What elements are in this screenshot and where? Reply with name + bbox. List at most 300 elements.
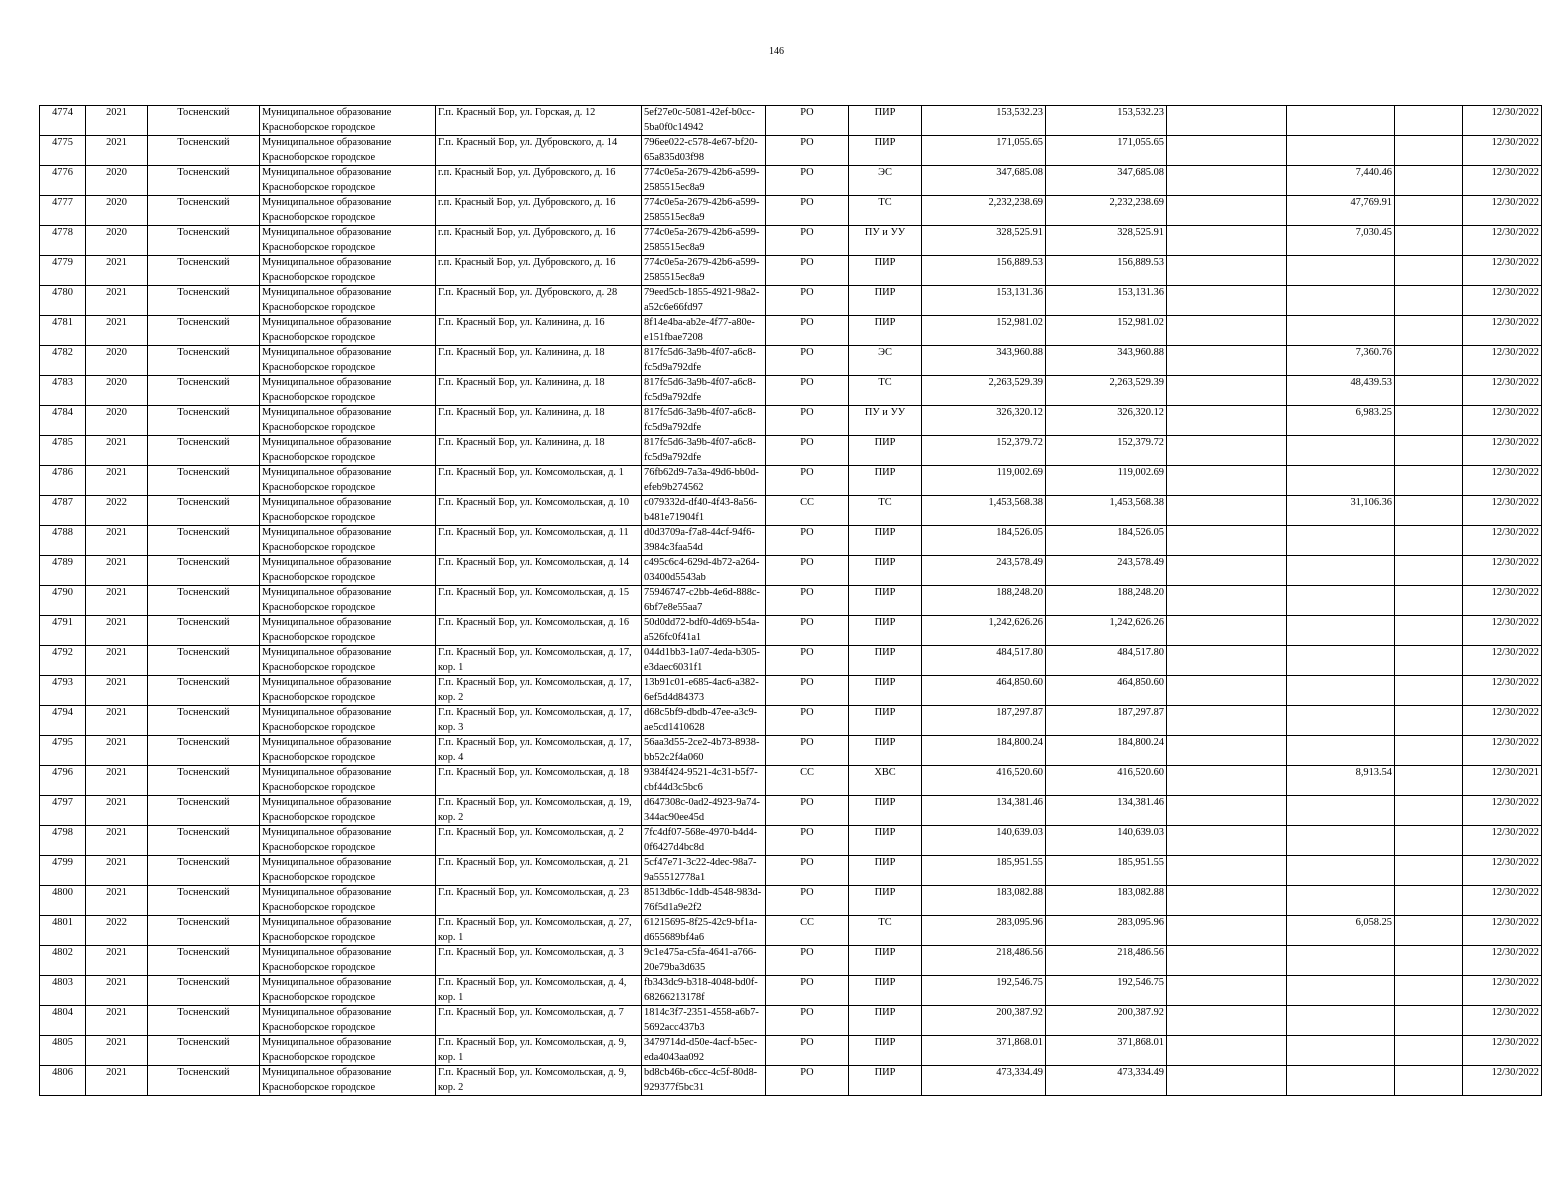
table-row [40, 796, 1542, 826]
year-cell: 2021 [86, 1066, 148, 1096]
address-cell: Г.п. Красный Бор, ул. Комсомольская, д. 14 [436, 556, 642, 586]
work-type-cell: ПИР [849, 256, 922, 286]
cost-cell: 140,639.03 [922, 826, 1046, 856]
extra-2-cell [1287, 136, 1395, 166]
extra-2-cell [1287, 586, 1395, 616]
year-cell: 2021 [86, 466, 148, 496]
year-cell: 2022 [86, 496, 148, 526]
municipality-cell: Муниципальное образование Красноборское городское [260, 496, 436, 526]
table-row [40, 496, 1542, 526]
district-cell: Тосненский [148, 766, 260, 796]
table-row [40, 556, 1542, 586]
year-cell: 2021 [86, 436, 148, 466]
row-number-cell: 4803 [40, 976, 86, 1006]
table-row [40, 646, 1542, 676]
address-cell: Г.п. Красный Бор, ул. Комсомольская, д. 17, кор. 1 [436, 646, 642, 676]
address-cell: Г.п. Красный Бор, ул. Комсомольская, д. 4, кор. 1 [436, 976, 642, 1006]
cost-total-cell: 484,517.80 [1046, 646, 1167, 676]
year-cell: 2020 [86, 226, 148, 256]
house-guid-cell: 3479714d-d50e-4acf-b5ec-eda4043aa092 [642, 1036, 766, 1066]
municipality-cell: Муниципальное образование Красноборское городское [260, 256, 436, 286]
house-guid-cell: d68c5bf9-dbdb-47ee-a3c9-ae5cd1410628 [642, 706, 766, 736]
source-code-cell: РО [766, 556, 849, 586]
cost-total-cell: 134,381.46 [1046, 796, 1167, 826]
work-type-cell: ПИР [849, 286, 922, 316]
cost-cell: 218,486.56 [922, 946, 1046, 976]
year-cell: 2020 [86, 166, 148, 196]
year-cell: 2021 [86, 856, 148, 886]
district-cell: Тосненский [148, 1066, 260, 1096]
row-number-cell: 4789 [40, 556, 86, 586]
row-number-cell: 4776 [40, 166, 86, 196]
cost-total-cell: 183,082.88 [1046, 886, 1167, 916]
year-cell: 2022 [86, 916, 148, 946]
municipality-cell: Муниципальное образование Красноборское городское [260, 616, 436, 646]
district-cell: Тосненский [148, 286, 260, 316]
work-type-cell: ПИР [849, 646, 922, 676]
address-cell: Г.п. Красный Бор, ул. Калинина, д. 18 [436, 376, 642, 406]
deadline-date-cell: 12/30/2022 [1463, 796, 1542, 826]
cost-total-cell: 371,868.01 [1046, 1036, 1167, 1066]
row-number-cell: 4794 [40, 706, 86, 736]
source-code-cell: РО [766, 886, 849, 916]
extra-1-cell [1167, 646, 1287, 676]
district-cell: Тосненский [148, 616, 260, 646]
year-cell: 2021 [86, 316, 148, 346]
work-type-cell: ПИР [849, 436, 922, 466]
address-cell: Г.п. Красный Бор, ул. Комсомольская, д. 23 [436, 886, 642, 916]
address-cell: Г.п. Красный Бор, ул. Калинина, д. 18 [436, 346, 642, 376]
row-number-cell: 4787 [40, 496, 86, 526]
year-cell: 2021 [86, 586, 148, 616]
cost-total-cell: 200,387.92 [1046, 1006, 1167, 1036]
work-type-cell: ПИР [849, 136, 922, 166]
table-row [40, 136, 1542, 166]
house-guid-cell: 774c0e5a-2679-42b6-a599-2585515ec8a9 [642, 256, 766, 286]
municipality-cell: Муниципальное образование Красноборское городское [260, 766, 436, 796]
source-code-cell: РО [766, 826, 849, 856]
table-row [40, 916, 1542, 946]
source-code-cell: РО [766, 406, 849, 436]
extra-1-cell [1167, 736, 1287, 766]
address-cell: Г.п. Красный Бор, ул. Комсомольская, д. 17, кор. 2 [436, 676, 642, 706]
extra-2-cell [1287, 886, 1395, 916]
work-type-cell: ПИР [849, 316, 922, 346]
row-number-cell: 4790 [40, 586, 86, 616]
district-cell: Тосненский [148, 136, 260, 166]
year-cell: 2021 [86, 1006, 148, 1036]
district-cell: Тосненский [148, 946, 260, 976]
cost-total-cell: 473,334.49 [1046, 1066, 1167, 1096]
source-code-cell: РО [766, 1006, 849, 1036]
extra-1-cell [1167, 676, 1287, 706]
extra-2-cell [1287, 316, 1395, 346]
house-guid-cell: d0d3709a-f7a8-44cf-94f6-3984c3faa54d [642, 526, 766, 556]
house-guid-cell: 774c0e5a-2679-42b6-a599-2585515ec8a9 [642, 226, 766, 256]
municipality-cell: Муниципальное образование Красноборское городское [260, 196, 436, 226]
municipality-cell: Муниципальное образование Красноборское городское [260, 706, 436, 736]
table-row [40, 766, 1542, 796]
house-guid-cell: 044d1bb3-1a07-4eda-b305-e3daec6031f1 [642, 646, 766, 676]
extra-3-cell [1395, 256, 1463, 286]
cost-total-cell: 152,379.72 [1046, 436, 1167, 466]
address-cell: Г.п. Красный Бор, ул. Комсомольская, д. 21 [436, 856, 642, 886]
municipality-cell: Муниципальное образование Красноборское городское [260, 646, 436, 676]
extra-3-cell [1395, 196, 1463, 226]
table-row [40, 166, 1542, 196]
extra-1-cell [1167, 256, 1287, 286]
deadline-date-cell: 12/30/2022 [1463, 226, 1542, 256]
year-cell: 2020 [86, 346, 148, 376]
district-cell: Тосненский [148, 676, 260, 706]
row-number-cell: 4791 [40, 616, 86, 646]
source-code-cell: РО [766, 436, 849, 466]
municipality-cell: Муниципальное образование Красноборское городское [260, 1036, 436, 1066]
work-type-cell: ПИР [849, 466, 922, 496]
deadline-date-cell: 12/30/2022 [1463, 736, 1542, 766]
work-type-cell: ТС [849, 196, 922, 226]
cost-cell: 484,517.80 [922, 646, 1046, 676]
extra-1-cell [1167, 466, 1287, 496]
house-guid-cell: 76fb62d9-7a3a-49d6-bb0d-efeb9b274562 [642, 466, 766, 496]
table-row [40, 196, 1542, 226]
source-code-cell: РО [766, 646, 849, 676]
source-code-cell: РО [766, 316, 849, 346]
house-guid-cell: 56aa3d55-2ce2-4b73-8938-bb52c2f4a060 [642, 736, 766, 766]
row-number-cell: 4777 [40, 196, 86, 226]
extra-3-cell [1395, 616, 1463, 646]
house-guid-cell: bd8cb46b-c6cc-4c5f-80d8-929377f5bc31 [642, 1066, 766, 1096]
extra-3-cell [1395, 676, 1463, 706]
cost-cell: 134,381.46 [922, 796, 1046, 826]
row-number-cell: 4786 [40, 466, 86, 496]
source-code-cell: РО [766, 376, 849, 406]
table-row [40, 316, 1542, 346]
house-guid-cell: 8f14e4ba-ab2e-4f77-a80e-e151fbae7208 [642, 316, 766, 346]
extra-2-cell [1287, 256, 1395, 286]
year-cell: 2021 [86, 886, 148, 916]
house-guid-cell: 79eed5cb-1855-4921-98a2-a52c6e66fd97 [642, 286, 766, 316]
work-type-cell: ПИР [849, 586, 922, 616]
municipality-cell: Муниципальное образование Красноборское городское [260, 1006, 436, 1036]
address-cell: Г.п. Красный Бор, ул. Комсомольская, д. 11 [436, 526, 642, 556]
registry-body [40, 106, 1542, 1096]
year-cell: 2020 [86, 406, 148, 436]
cost-cell: 184,526.05 [922, 526, 1046, 556]
extra-3-cell [1395, 886, 1463, 916]
source-code-cell: РО [766, 616, 849, 646]
house-guid-cell: 61215695-8f25-42c9-bf1a-d655689bf4a6 [642, 916, 766, 946]
work-type-cell: ПИР [849, 526, 922, 556]
district-cell: Тосненский [148, 976, 260, 1006]
address-cell: Г.п. Красный Бор, ул. Комсомольская, д. 27, кор. 1 [436, 916, 642, 946]
address-cell: Г.п. Красный Бор, ул. Комсомольская, д. 2 [436, 826, 642, 856]
row-number-cell: 4805 [40, 1036, 86, 1066]
district-cell: Тосненский [148, 256, 260, 286]
house-guid-cell: 817fc5d6-3a9b-4f07-a6c8-fc5d9a792dfe [642, 376, 766, 406]
extra-2-cell [1287, 676, 1395, 706]
work-type-cell: ТС [849, 376, 922, 406]
address-cell: Г.п. Красный Бор, ул. Комсомольская, д. 1 [436, 466, 642, 496]
cost-total-cell: 343,960.88 [1046, 346, 1167, 376]
source-code-cell: СС [766, 766, 849, 796]
year-cell: 2021 [86, 766, 148, 796]
deadline-date-cell: 12/30/2022 [1463, 886, 1542, 916]
municipality-cell: Муниципальное образование Красноборское городское [260, 406, 436, 436]
cost-total-cell: 464,850.60 [1046, 676, 1167, 706]
row-number-cell: 4799 [40, 856, 86, 886]
year-cell: 2021 [86, 556, 148, 586]
extra-1-cell [1167, 136, 1287, 166]
extra-1-cell [1167, 886, 1287, 916]
extra-3-cell [1395, 556, 1463, 586]
extra-2-cell [1287, 1036, 1395, 1066]
deadline-date-cell: 12/30/2022 [1463, 976, 1542, 1006]
work-type-cell: ПИР [849, 706, 922, 736]
extra-1-cell [1167, 106, 1287, 136]
cost-total-cell: 187,297.87 [1046, 706, 1167, 736]
extra-3-cell [1395, 286, 1463, 316]
extra-1-cell [1167, 226, 1287, 256]
deadline-date-cell: 12/30/2022 [1463, 556, 1542, 586]
deadline-date-cell: 12/30/2022 [1463, 676, 1542, 706]
address-cell: Г.п. Красный Бор, ул. Комсомольская, д. 3 [436, 946, 642, 976]
year-cell: 2021 [86, 976, 148, 1006]
extra-1-cell [1167, 316, 1287, 346]
cost-cell: 192,546.75 [922, 976, 1046, 1006]
municipality-cell: Муниципальное образование Красноборское городское [260, 976, 436, 1006]
source-code-cell: РО [766, 226, 849, 256]
address-cell: Г.п. Красный Бор, ул. Комсомольская, д. 16 [436, 616, 642, 646]
work-type-cell: ХВС [849, 766, 922, 796]
municipality-cell: Муниципальное образование Красноборское городское [260, 166, 436, 196]
cost-cell: 464,850.60 [922, 676, 1046, 706]
table-row [40, 946, 1542, 976]
cost-total-cell: 185,951.55 [1046, 856, 1167, 886]
extra-2-cell [1287, 826, 1395, 856]
municipality-cell: Муниципальное образование Красноборское городское [260, 466, 436, 496]
deadline-date-cell: 12/30/2022 [1463, 466, 1542, 496]
cost-total-cell: 1,453,568.38 [1046, 496, 1167, 526]
table-row [40, 1036, 1542, 1066]
extra-3-cell [1395, 346, 1463, 376]
house-guid-cell: 774c0e5a-2679-42b6-a599-2585515ec8a9 [642, 196, 766, 226]
address-cell: Г.п. Красный Бор, ул. Калинина, д. 18 [436, 436, 642, 466]
extra-1-cell [1167, 856, 1287, 886]
district-cell: Тосненский [148, 376, 260, 406]
cost-cell: 156,889.53 [922, 256, 1046, 286]
house-guid-cell: fb343dc9-b318-4048-bd0f-68266213178f [642, 976, 766, 1006]
year-cell: 2021 [86, 706, 148, 736]
deadline-date-cell: 12/30/2022 [1463, 496, 1542, 526]
address-cell: Г.п. Красный Бор, ул. Комсомольская, д. 17, кор. 4 [436, 736, 642, 766]
work-type-cell: ПИР [849, 616, 922, 646]
address-cell: Г.п. Красный Бор, ул. Комсомольская, д. 9, кор. 1 [436, 1036, 642, 1066]
cost-cell: 1,242,626.26 [922, 616, 1046, 646]
extra-1-cell [1167, 496, 1287, 526]
extra-2-cell [1287, 436, 1395, 466]
deadline-date-cell: 12/30/2022 [1463, 436, 1542, 466]
extra-3-cell [1395, 916, 1463, 946]
table-row [40, 346, 1542, 376]
extra-2-cell [1287, 526, 1395, 556]
district-cell: Тосненский [148, 916, 260, 946]
cost-total-cell: 326,320.12 [1046, 406, 1167, 436]
source-code-cell: РО [766, 106, 849, 136]
source-code-cell: РО [766, 346, 849, 376]
district-cell: Тосненский [148, 406, 260, 436]
house-guid-cell: c495c6c4-629d-4b72-a264-03400d5543ab [642, 556, 766, 586]
cost-total-cell: 188,248.20 [1046, 586, 1167, 616]
table-row [40, 406, 1542, 436]
cost-cell: 1,453,568.38 [922, 496, 1046, 526]
district-cell: Тосненский [148, 856, 260, 886]
house-guid-cell: 5cf47e71-3c22-4dec-98a7-9a55512778a1 [642, 856, 766, 886]
row-number-cell: 4793 [40, 676, 86, 706]
source-code-cell: РО [766, 166, 849, 196]
work-type-cell: ПИР [849, 826, 922, 856]
address-cell: Г.п. Красный Бор, ул. Комсомольская, д. 19, кор. 2 [436, 796, 642, 826]
extra-2-cell: 8,913.54 [1287, 766, 1395, 796]
row-number-cell: 4778 [40, 226, 86, 256]
extra-2-cell: 6,058.25 [1287, 916, 1395, 946]
extra-3-cell [1395, 796, 1463, 826]
municipality-cell: Муниципальное образование Красноборское городское [260, 376, 436, 406]
cost-cell: 188,248.20 [922, 586, 1046, 616]
cost-total-cell: 1,242,626.26 [1046, 616, 1167, 646]
extra-3-cell [1395, 646, 1463, 676]
deadline-date-cell: 12/30/2022 [1463, 106, 1542, 136]
house-guid-cell: 817fc5d6-3a9b-4f07-a6c8-fc5d9a792dfe [642, 406, 766, 436]
deadline-date-cell: 12/30/2022 [1463, 136, 1542, 166]
table-row [40, 586, 1542, 616]
cost-cell: 200,387.92 [922, 1006, 1046, 1036]
source-code-cell: РО [766, 676, 849, 706]
extra-3-cell [1395, 826, 1463, 856]
deadline-date-cell: 12/30/2022 [1463, 286, 1542, 316]
registry-table [39, 105, 1542, 1096]
extra-2-cell [1287, 796, 1395, 826]
extra-2-cell [1287, 286, 1395, 316]
row-number-cell: 4798 [40, 826, 86, 856]
source-code-cell: РО [766, 136, 849, 166]
work-type-cell: ПИР [849, 946, 922, 976]
cost-total-cell: 243,578.49 [1046, 556, 1167, 586]
extra-1-cell [1167, 376, 1287, 406]
year-cell: 2021 [86, 676, 148, 706]
table-row [40, 526, 1542, 556]
extra-3-cell [1395, 436, 1463, 466]
deadline-date-cell: 12/30/2022 [1463, 586, 1542, 616]
work-type-cell: ПИР [849, 1036, 922, 1066]
table-row [40, 856, 1542, 886]
deadline-date-cell: 12/30/2021 [1463, 766, 1542, 796]
year-cell: 2021 [86, 1036, 148, 1066]
source-code-cell: РО [766, 796, 849, 826]
cost-total-cell: 192,546.75 [1046, 976, 1167, 1006]
district-cell: Тосненский [148, 226, 260, 256]
table-row [40, 616, 1542, 646]
cost-cell: 347,685.08 [922, 166, 1046, 196]
municipality-cell: Муниципальное образование Красноборское городское [260, 136, 436, 166]
year-cell: 2021 [86, 616, 148, 646]
table-row [40, 106, 1542, 136]
source-code-cell: РО [766, 1036, 849, 1066]
municipality-cell: Муниципальное образование Красноборское городское [260, 736, 436, 766]
cost-total-cell: 171,055.65 [1046, 136, 1167, 166]
row-number-cell: 4792 [40, 646, 86, 676]
municipality-cell: Муниципальное образование Красноборское городское [260, 106, 436, 136]
municipality-cell: Муниципальное образование Красноборское городское [260, 346, 436, 376]
house-guid-cell: 9c1e475a-c5fa-4641-a766-20e79ba3d635 [642, 946, 766, 976]
district-cell: Тосненский [148, 736, 260, 766]
district-cell: Тосненский [148, 886, 260, 916]
cost-total-cell: 328,525.91 [1046, 226, 1167, 256]
extra-1-cell [1167, 766, 1287, 796]
extra-1-cell [1167, 406, 1287, 436]
extra-3-cell [1395, 466, 1463, 496]
house-guid-cell: 5ef27e0c-5081-42ef-b0cc-5ba0f0c14942 [642, 106, 766, 136]
extra-3-cell [1395, 736, 1463, 766]
row-number-cell: 4782 [40, 346, 86, 376]
cost-total-cell: 416,520.60 [1046, 766, 1167, 796]
house-guid-cell: 50d0dd72-bdf0-4d69-b54a-a526fc0f41a1 [642, 616, 766, 646]
extra-2-cell [1287, 1066, 1395, 1096]
cost-cell: 184,800.24 [922, 736, 1046, 766]
table-row [40, 886, 1542, 916]
year-cell: 2021 [86, 286, 148, 316]
address-cell: г.п. Красный Бор, ул. Дубровского, д. 16 [436, 226, 642, 256]
deadline-date-cell: 12/30/2022 [1463, 196, 1542, 226]
extra-1-cell [1167, 196, 1287, 226]
cost-cell: 326,320.12 [922, 406, 1046, 436]
cost-total-cell: 347,685.08 [1046, 166, 1167, 196]
table-row [40, 676, 1542, 706]
extra-1-cell [1167, 286, 1287, 316]
row-number-cell: 4781 [40, 316, 86, 346]
row-number-cell: 4796 [40, 766, 86, 796]
house-guid-cell: 9384f424-9521-4c31-b5f7-cbf44d3c5bc6 [642, 766, 766, 796]
cost-total-cell: 140,639.03 [1046, 826, 1167, 856]
extra-3-cell [1395, 586, 1463, 616]
cost-cell: 185,951.55 [922, 856, 1046, 886]
deadline-date-cell: 12/30/2022 [1463, 256, 1542, 286]
deadline-date-cell: 12/30/2022 [1463, 316, 1542, 346]
municipality-cell: Муниципальное образование Красноборское городское [260, 886, 436, 916]
cost-cell: 152,981.02 [922, 316, 1046, 346]
source-code-cell: СС [766, 496, 849, 526]
extra-1-cell [1167, 616, 1287, 646]
extra-2-cell: 7,440.46 [1287, 166, 1395, 196]
cost-cell: 473,334.49 [922, 1066, 1046, 1096]
deadline-date-cell: 12/30/2022 [1463, 406, 1542, 436]
table-row [40, 256, 1542, 286]
row-number-cell: 4806 [40, 1066, 86, 1096]
address-cell: г.п. Красный Бор, ул. Дубровского, д. 16 [436, 196, 642, 226]
deadline-date-cell: 12/30/2022 [1463, 526, 1542, 556]
work-type-cell: ПУ и УУ [849, 226, 922, 256]
municipality-cell: Муниципальное образование Красноборское городское [260, 316, 436, 346]
work-type-cell: ПИР [849, 886, 922, 916]
row-number-cell: 4774 [40, 106, 86, 136]
extra-3-cell [1395, 136, 1463, 166]
municipality-cell: Муниципальное образование Красноборское городское [260, 826, 436, 856]
cost-cell: 152,379.72 [922, 436, 1046, 466]
work-type-cell: ПИР [849, 736, 922, 766]
row-number-cell: 4800 [40, 886, 86, 916]
row-number-cell: 4785 [40, 436, 86, 466]
table-row [40, 466, 1542, 496]
